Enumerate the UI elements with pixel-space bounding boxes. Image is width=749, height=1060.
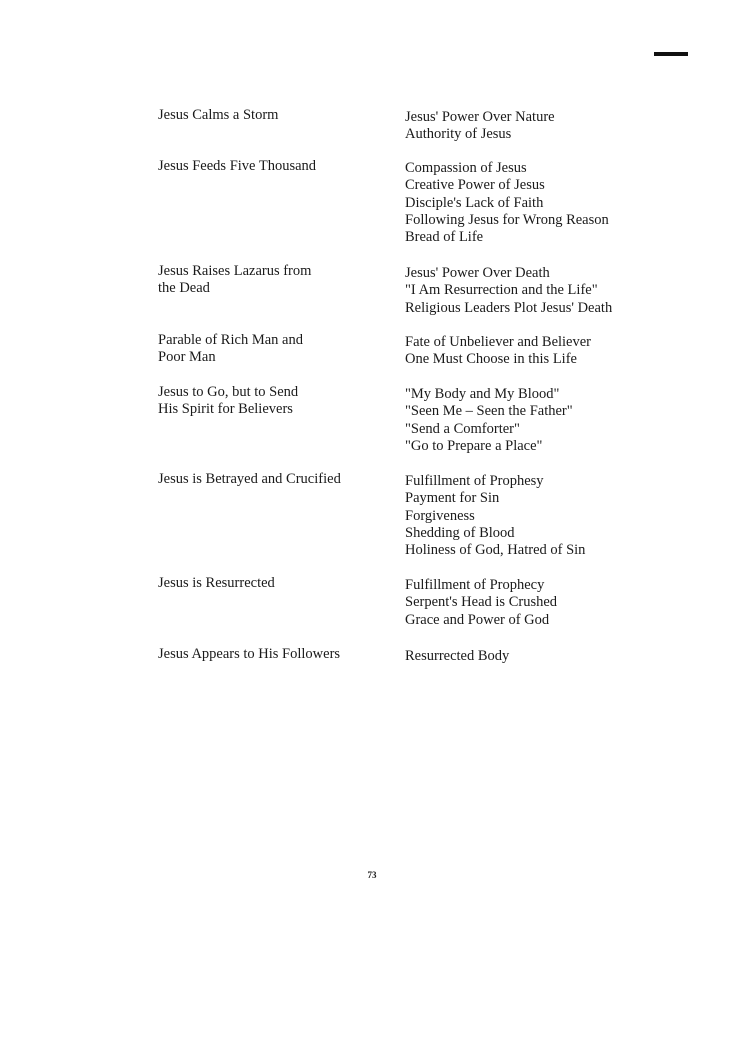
event-line: Jesus is Resurrected (158, 575, 275, 591)
event-line: Jesus Raises Lazarus from (158, 263, 312, 279)
lesson-list (405, 334, 735, 369)
lesson-item: Holiness of God, Hatred of Sin (405, 542, 586, 559)
lesson-item: Fulfillment of Prophesy (405, 473, 544, 489)
lesson-item: Fulfillment of Prophecy (405, 577, 545, 593)
lesson-item: "Send a Comforter" (405, 420, 520, 437)
event-title (158, 471, 378, 488)
lesson-list (405, 109, 735, 144)
event-line: Parable of Rich Man and (158, 332, 303, 348)
event-title (158, 158, 378, 175)
lesson-item: Resurrected Body (405, 648, 510, 664)
lesson-item: Jesus' Power Over Death (405, 265, 550, 281)
event-line: the Dead (158, 280, 210, 297)
lesson-item: "Seen Me – Seen the Father" (405, 403, 573, 420)
lesson-item: Disciple's Lack of Faith (405, 194, 544, 211)
page-number: 73 (367, 870, 377, 880)
lesson-list (405, 577, 735, 629)
lesson-item: Jesus' Power Over Nature (405, 109, 555, 125)
lesson-item: Serpent's Head is Crushed (405, 594, 558, 611)
event-line: Jesus Feeds Five Thousand (158, 158, 317, 174)
lesson-item: "My Body and My Blood" (405, 386, 560, 402)
event-title (158, 646, 378, 663)
event-line: Jesus Appears to His Followers (158, 646, 341, 662)
lesson-item: One Must Choose in this Life (405, 351, 577, 368)
corner-rule (654, 52, 688, 56)
event-title (158, 332, 378, 367)
lesson-item: "Go to Prepare a Place" (405, 437, 543, 454)
lesson-item: Shedding of Blood (405, 524, 515, 541)
lesson-item: "I Am Resurrection and the Life" (405, 282, 598, 299)
lesson-list (405, 265, 735, 317)
event-line: Jesus is Betrayed and Crucified (158, 471, 341, 487)
lesson-list (405, 160, 735, 246)
event-line: Poor Man (158, 349, 216, 366)
lesson-list (405, 386, 735, 455)
event-line: His Spirit for Believers (158, 401, 293, 418)
lesson-item: Following Jesus for Wrong Reason (405, 211, 609, 228)
event-line: Jesus Calms a Storm (158, 107, 279, 123)
lesson-item: Religious Leaders Plot Jesus' Death (405, 299, 613, 316)
event-title (158, 575, 378, 592)
event-title (158, 107, 378, 124)
lesson-item: Bread of Life (405, 229, 484, 246)
lesson-item: Forgiveness (405, 507, 475, 524)
event-title (158, 263, 378, 298)
lesson-list (405, 648, 735, 665)
lesson-item: Creative Power of Jesus (405, 177, 545, 194)
lesson-list (405, 473, 735, 559)
lesson-item: Payment for Sin (405, 490, 500, 507)
event-title (158, 384, 378, 419)
lesson-item: Grace and Power of God (405, 611, 550, 628)
lesson-item: Authority of Jesus (405, 126, 512, 143)
event-line: Jesus to Go, but to Send (158, 384, 299, 400)
lesson-item: Compassion of Jesus (405, 160, 527, 176)
lesson-item: Fate of Unbeliever and Believer (405, 334, 592, 350)
